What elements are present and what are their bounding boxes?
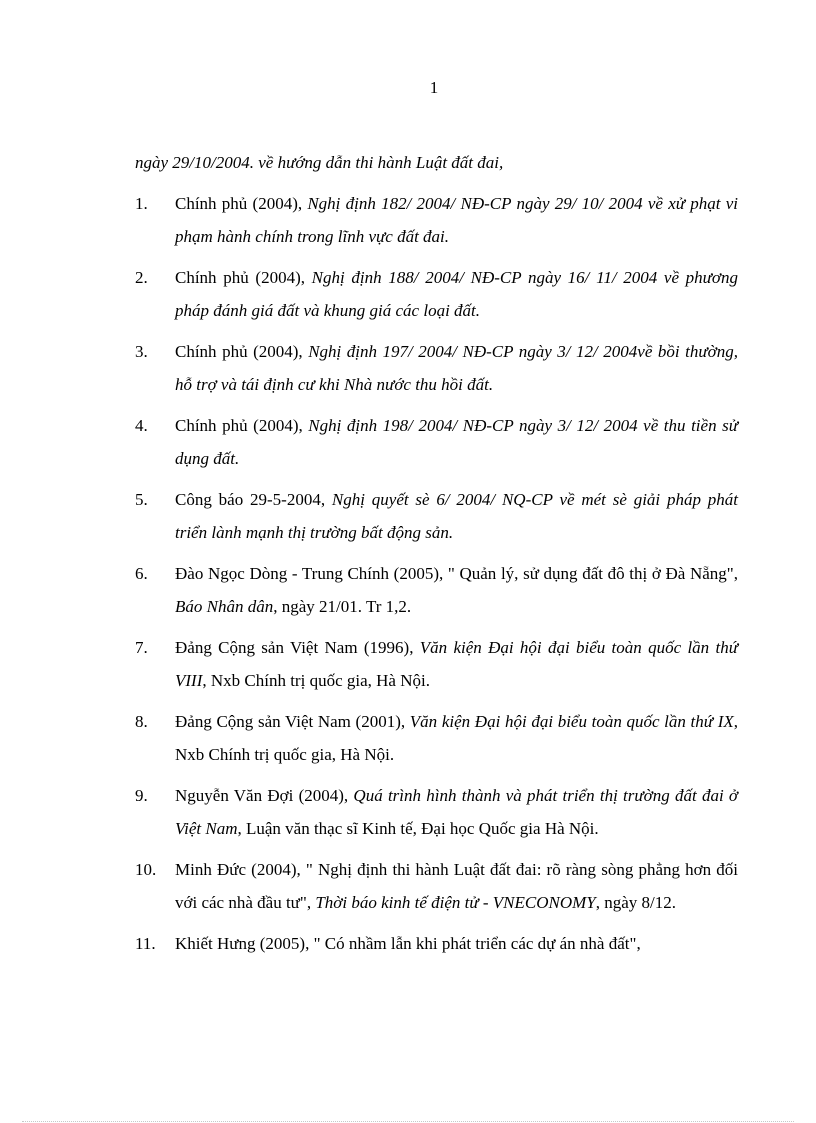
reference-item: [135, 187, 738, 253]
reference-number: 11.: [135, 934, 156, 953]
reference-title: Nghị định 182/ 2004/ NĐ-CP ngày 29/ 10/ 2004 về xử phạt vi phạm hành chính trong lĩnh vực đất đai.: [175, 194, 738, 246]
reference-item: [135, 853, 738, 919]
reference-title: Nghị quyết sè 6/ 2004/ NQ-CP về mét sè giải pháp phát triển lành mạnh thị trường bất động sản.: [175, 490, 738, 542]
reference-author: Công báo 29-5-2004,: [175, 490, 332, 509]
reference-list: [135, 146, 738, 968]
continuation-line: ngày 29/10/2004. về hướng dẫn thi hành Luật đất đai,: [135, 153, 504, 172]
reference-number: 5.: [135, 490, 148, 509]
reference-title: Nghị định 188/ 2004/ NĐ-CP ngày 16/ 11/ 2004 về phương pháp đánh giá đất và khung giá các loại đất.: [175, 268, 739, 320]
reference-number: 6.: [135, 564, 148, 583]
reference-item: [135, 705, 738, 771]
reference-author: Nguyễn Văn Đợi (2004),: [175, 786, 354, 805]
reference-rest: , ngày 21/01. Tr 1,2.: [273, 597, 412, 616]
reference-title: Nghị định 197/ 2004/ NĐ-CP ngày 3/ 12/ 2004về bồi thường, hỗ trợ và tái định cư khi Nhà nước thu hồi đất.: [175, 342, 738, 394]
reference-rest: , ngày 8/12.: [595, 893, 677, 912]
reference-title: Văn kiện Đại hội đại biểu toàn quốc lần thứ VIII: [175, 638, 738, 690]
reference-rest: , Luận văn thạc sĩ Kinh tế, Đại học Quốc gia Hà Nội.: [237, 819, 599, 838]
reference-author: Chính phủ (2004),: [175, 342, 309, 361]
reference-text: [137, 335, 738, 401]
page-bottom-rule: [22, 1121, 794, 1122]
reference-author: Chính phủ (2004),: [175, 268, 312, 287]
reference-author: Chính phủ (2004),: [175, 194, 308, 213]
reference-item: [135, 409, 738, 475]
reference-text: [137, 779, 738, 845]
reference-item: [135, 779, 738, 845]
reference-title: Quá trình hình thành và phát triển thị trường đất đai ở Việt Nam: [175, 786, 739, 838]
reference-title: Thời báo kinh tế điện tử - VNECONOMY: [315, 893, 596, 912]
reference-text: [137, 557, 738, 623]
reference-item: [135, 927, 738, 960]
reference-item: [135, 483, 738, 549]
reference-number: 10.: [135, 860, 157, 879]
reference-text: [137, 853, 738, 919]
reference-author: Đảng Cộng sản Việt Nam (2001),: [175, 712, 410, 731]
page-number: 1: [429, 78, 439, 97]
reference-author: Minh Đức (2004), " Nghị định thi hành Luật đất đai: rõ ràng sòng phẳng hơn đối với các nhà đầu tư",: [175, 860, 738, 912]
reference-author: Đào Ngọc Dòng - Trung Chính (2005), " Quản lý, sử dụng đất đô thị ở Đà Nẵng",: [175, 564, 738, 583]
reference-title: Báo Nhân dân: [175, 597, 274, 616]
reference-title: Nghị định 198/ 2004/ NĐ-CP ngày 3/ 12/ 2004 về thu tiền sử dụng đất.: [175, 416, 739, 468]
reference-number: 2.: [135, 268, 148, 287]
reference-author: Đảng Cộng sản Việt Nam (1996),: [175, 638, 420, 657]
reference-item: [135, 557, 738, 623]
reference-number: 1.: [135, 194, 148, 213]
reference-text: [137, 483, 738, 549]
reference-number: 7.: [135, 638, 148, 657]
reference-author: Chính phủ (2004),: [175, 416, 309, 435]
reference-text: [137, 705, 738, 771]
reference-item: [135, 261, 738, 327]
reference-text: [137, 261, 738, 327]
reference-item: [135, 631, 738, 697]
reference-number: 8.: [135, 712, 148, 731]
reference-text: [137, 409, 738, 475]
reference-number: 9.: [135, 786, 148, 805]
reference-text: [137, 631, 738, 697]
reference-rest: , Nxb Chính trị quốc gia, Hà Nội.: [202, 671, 430, 690]
reference-text: [137, 927, 738, 960]
reference-rest: , Nxb Chính trị quốc gia, Hà Nội.: [175, 712, 738, 764]
reference-title: Văn kiện Đại hội đại biểu toàn quốc lần thứ IX: [409, 712, 734, 731]
reference-number: 3.: [135, 342, 148, 361]
reference-text: [137, 187, 738, 253]
reference-author: Khiết Hưng (2005), " Có nhầm lẫn khi phát triển các dự án nhà đất",: [175, 934, 641, 953]
reference-number: 4.: [135, 416, 148, 435]
reference-item: [135, 335, 738, 401]
